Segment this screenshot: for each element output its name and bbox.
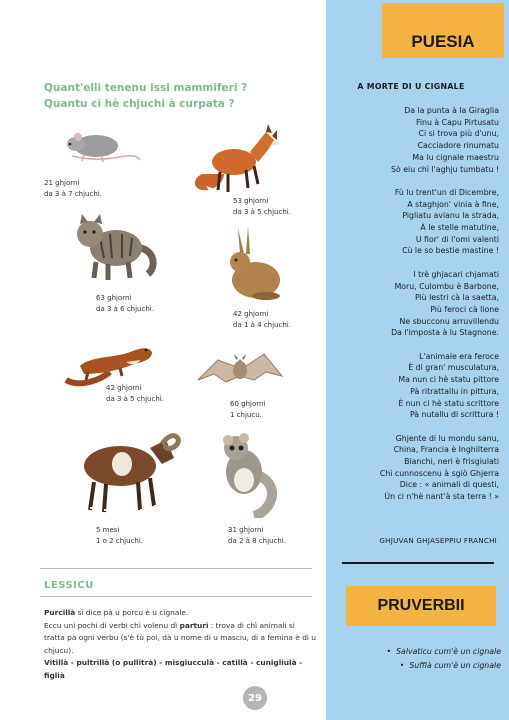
lessicu-title: LESSICU [44,580,94,591]
poem-stanza [339,187,499,257]
section-divider [40,568,312,569]
weasel-caption: 42 ghjorni da 3 à 5 chjuchi. [106,384,164,403]
poem-line: A staghjon' vinia à fine, [407,199,499,209]
poem-line: Dice : « animali di questi, [399,480,499,490]
poem-line: Ne sbucconu arruvillendu [399,316,499,326]
hare-illustration [216,224,288,304]
poem-line: Ma nun ci hè statu pittore [398,375,499,385]
wildcat-caption: 63 ghjorni da 3 à 6 chjuchi. [96,294,154,313]
poem-stanza [339,105,499,175]
poem-stanza [339,351,499,421]
puesia-tag: PUESIA [382,3,504,58]
poem-line: Cù le so bestie mastine ! [402,246,499,256]
weasel-illustration [60,330,156,390]
proverb-item: • Suffià cum'è un cignale [399,661,501,670]
mouflon-illustration [66,418,184,518]
poem-line: Bianchi, neri è frisgiulati [404,457,499,467]
rat-illustration [62,118,142,168]
poem-author: GHJUVAN GHJASEPPIU FRANCHI [379,536,497,545]
dormouse-caption: 31 ghjorni da 2 à 8 chjuchi. [228,526,286,545]
rat-caption: 21 ghjorni da 3 à 7 chjuchi. [44,179,102,198]
pruverbii-tag: PRUVERBII [346,586,496,626]
poem-line: È nun ci hè statu scrittore [398,398,499,408]
bat-caption: 60 ghjorni 1 chjucu. [230,400,266,419]
poem-text [339,105,499,515]
sidebar-divider [342,562,494,564]
question-line-1: Quant'elli tenenu issi mammiferi ? [44,82,248,94]
poem-line: È di gran' musculatura, [408,363,499,373]
poem-line: China, Francia è Inghilterra [393,445,499,455]
poem-line: À le stelle matutine, [420,223,499,233]
poem-line: Ùn ci n'hè nant'à sta terra ! » [384,492,499,502]
lessicu-verb-list: Vitillà - pultrillà (o pullitrà) - misgiucculà - catillà - cunigliulà - figlià [44,658,303,680]
poem-line: Da la punta à la Giraglia [404,106,499,115]
poem-line: Pà ritrattallu in pittura, [410,386,499,396]
lessicu-body [44,607,316,682]
poem-stanza [339,433,499,503]
poem-line: Moru, Culombu è Barbone, [394,281,499,291]
poem-line: Più lestri cà la saetta, [414,293,499,303]
poetry-sidebar [326,0,509,720]
poem-line: Da l'imposta à lu Stagnone. [391,328,499,338]
page-number: 29 [243,686,267,710]
lessicu-paragraph-2: Eccu uni pochi di verbi chì volenu dì parturì : trova di chì animali si tratta pà ogni verbu (s'è tù poi, dà u nome di u masciu, di a femina è di u chjucu). [44,620,316,655]
poem-line: Ghjente di lu mondu sanu, [395,433,499,443]
poem-stanza [339,269,499,339]
poem-line: Ma lu cignale maestru [412,152,499,162]
lessicu-divider [40,596,312,597]
hare-caption: 42 ghjorni da 1 à 4 chjuchi. [233,310,291,329]
fox-illustration [188,122,282,194]
lessicu-paragraph-1: Purcillà si dice pà u porcu è u cignale. [44,608,189,617]
bat-illustration [194,346,286,396]
poem-line: Finu à Capu Pirtusatu [415,117,499,127]
poem-title: A MORTE DI U CIGNALE [357,82,465,91]
poem-line: L'animale era feroce [419,351,499,361]
wildcat-illustration [70,208,160,284]
dormouse-illustration [214,428,284,518]
question-line-2: Quantu ci hè chjuchi à curpata ? [44,98,235,110]
proverb-list [336,645,501,673]
poem-line: Più feroci cà lione [430,304,499,314]
poem-line: U fior' di l'omi valenti [415,234,499,244]
poem-line: Chì cunnoscenu à sgiò Ghjerra [379,468,499,478]
fox-caption: 53 ghjorni da 3 à 5 chjuchi. [233,197,291,216]
poem-line: Fù lu trent'un di Dicembre, [394,187,499,197]
poem-line: Pà nutallu di scrittura ! [409,410,499,420]
poem-line: Sò eiu chì l'aghju tumbatu ! [391,164,499,174]
mouflon-caption: 5 mesi 1 o 2 chjuchi. [96,526,143,545]
poem-line: Ci si trova più d'unu, [418,129,499,139]
poem-line: I trè ghjacari chjamati [413,269,499,279]
poem-line: Pigliatu avianu la strada, [402,211,499,221]
poem-line: Cacciadore rinumatu [417,141,499,151]
question-heading [44,80,314,112]
proverb-item: • Salvaticu cum'è un cignale [386,647,501,656]
